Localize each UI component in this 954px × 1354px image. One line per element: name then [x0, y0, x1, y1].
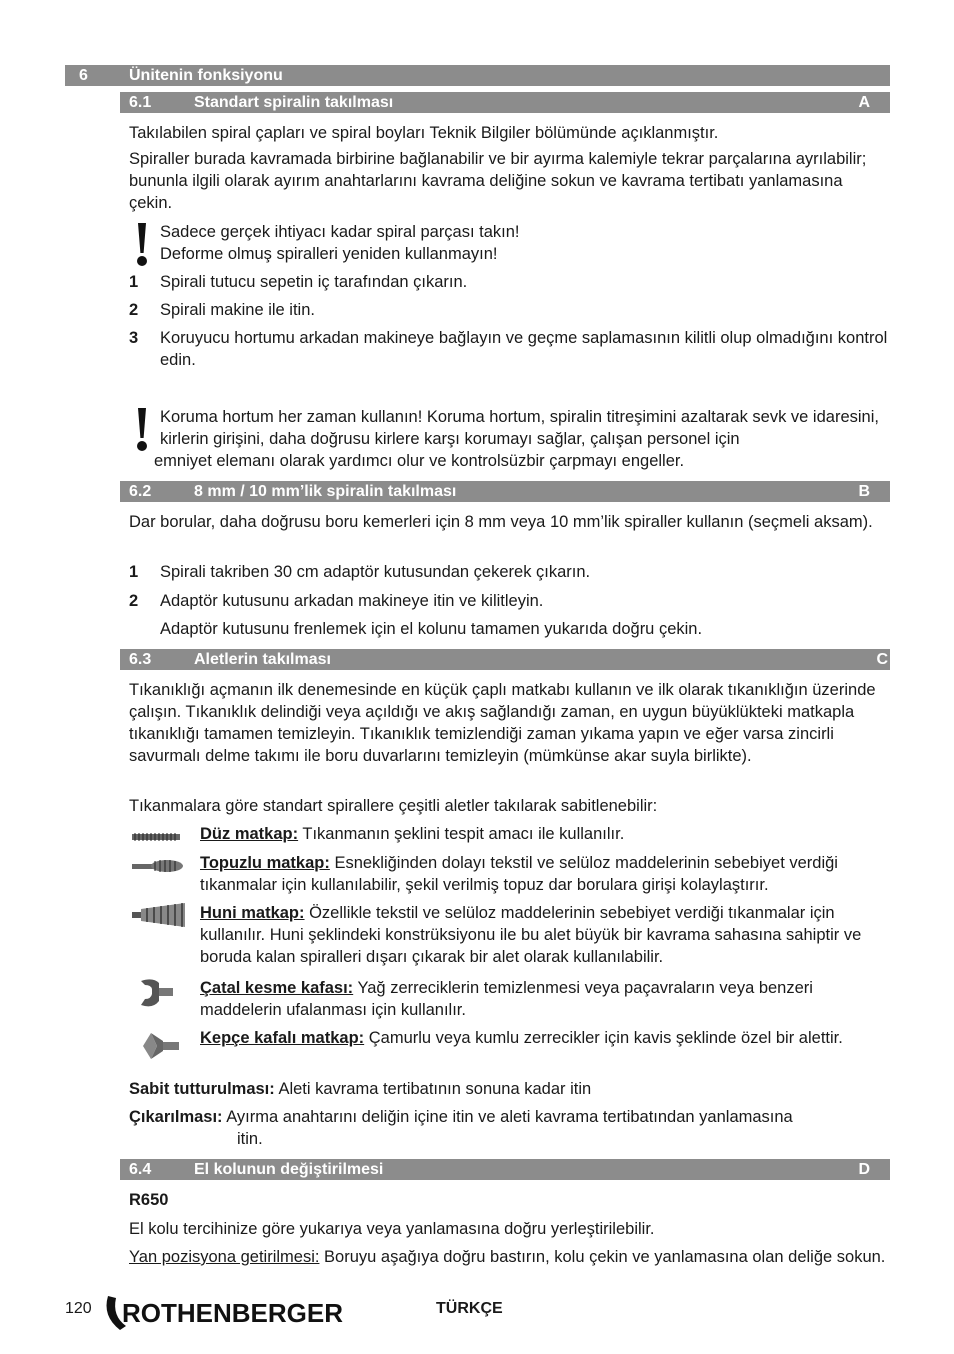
page-number: 120 [65, 1300, 92, 1317]
paragraph: Tıkanmalara göre standart spirallere çeşitli aletler takılarak sabitlenebilir: [129, 797, 658, 815]
subsection-header-6-4 [120, 1159, 890, 1180]
subsection-title: Standart spiralin takılması [194, 94, 394, 111]
paragraph: Yan pozisyona getirilmesi: Boruyu aşağıya doğru bastırın, kolu çekin ve yanlamasına olan deliğe sokun. [129, 1248, 886, 1266]
warning-text: Koruma hortum her zaman kullanın! Koruma hortum, spiralin titreşimini azaltarak sevk ve idaresini, kirlerin girişini, daha doğrusu kirlere karşı korumayı sağlar, çalışan personel için [160, 408, 879, 448]
subsection-header-6-2 [120, 481, 890, 502]
paragraph: Çıkarılması: Ayırma anahtarını deliğin içine itin ve aleti kavrama tertibatından yanlamasına [129, 1108, 793, 1126]
subsection-number: 6.3 [129, 651, 152, 668]
subsection-title: 8 mm / 10 mm’lik spiralin takılması [194, 483, 457, 500]
paragraph: Tıkanıklığı açmanın ilk denemesinde en küçük çaplı matkabı kullanın ve ilk olarak tıkanıklığın üzerinde çalışın. Tıkanıklık delindiği veya açıldığı ve akış sağlandığı zaman, en uygun büyüklükteki matkapla tıkanıklığı tamamen temizleyin. Tıkanıklık temizlendiği zaman yıkama yapın ve eğer varsa zincirli savurmalı delme takımı ile boru duvarlarını temizleyin (mümkünse akar suyla birlikte). [129, 681, 876, 765]
section-number: 6 [79, 67, 88, 84]
subsection-header-6-3 [120, 649, 890, 670]
paragraph: Adaptör kutusunu frenlemek için el kolunu tamamen yukarıda doğru çekin. [160, 620, 703, 638]
subsection-header-6-1 [120, 92, 890, 113]
paragraph: Sabit tutturulması: Aleti kavrama tertibatının sonuna kadar itin [129, 1080, 592, 1098]
figure-letter: C [876, 651, 888, 668]
warning-icon [129, 221, 155, 267]
paragraph: Takılabilen spiral çapları ve spiral boyları Teknik Bilgiler bölümünde açıklanmıştır. [129, 124, 719, 142]
fork-cutter-icon [129, 975, 189, 1015]
bulb-drill-icon [129, 850, 189, 890]
subsection-number: 6.1 [129, 94, 152, 111]
warning-text: Sadece gerçek ihtiyacı kadar spiral parçası takın! Deforme olmuş spiralleri yeniden kullanmayın! [160, 223, 520, 263]
funnel-drill-icon [129, 900, 189, 940]
subsection-title: Aletlerin takılması [194, 651, 331, 668]
language-label: TÜRKÇE [436, 1300, 503, 1317]
section-title: Ünitenin fonksiyonu [129, 67, 283, 84]
svg-text:ROTHENBERGER: ROTHENBERGER [122, 1298, 344, 1328]
warning-text-cont: emniyet elemanı olarak yardımcı olur ve kontrolsüzbir çarpmayı engeller. [154, 452, 685, 470]
warning-icon [129, 406, 155, 452]
figure-letter: D [858, 1161, 870, 1178]
figure-letter: A [858, 94, 870, 111]
rothenberger-logo [100, 1290, 350, 1336]
paragraph: Spiraller burada kavramada birbirine bağlanabilir ve bir ayırma kalemiyle tekrar parçalarına ayrılabilir; bununla ilgili olarak ayırım anahtarlarını kavrama deliğine sokun ve kavrama tertibatı yanlamasına çekin. [129, 150, 867, 212]
paragraph: El kolu tercihinize göre yukarıya veya yanlamasına doğru yerleştirilebilir. [129, 1220, 655, 1238]
subsection-title: El kolunun değiştirilmesi [194, 1161, 384, 1178]
paragraph: itin. [237, 1130, 263, 1148]
subsection-number: 6.2 [129, 483, 152, 500]
section-header [65, 65, 890, 86]
paragraph: Dar borular, daha doğrusu boru kemerleri için 8 mm veya 10 mm’lik spiraller kullanın (seçmeli aksam). [129, 513, 873, 531]
model-label: R650 [129, 1191, 169, 1209]
figure-letter: B [858, 483, 870, 500]
subsection-number: 6.4 [129, 1161, 152, 1178]
scoop-drill-icon [129, 1027, 189, 1067]
